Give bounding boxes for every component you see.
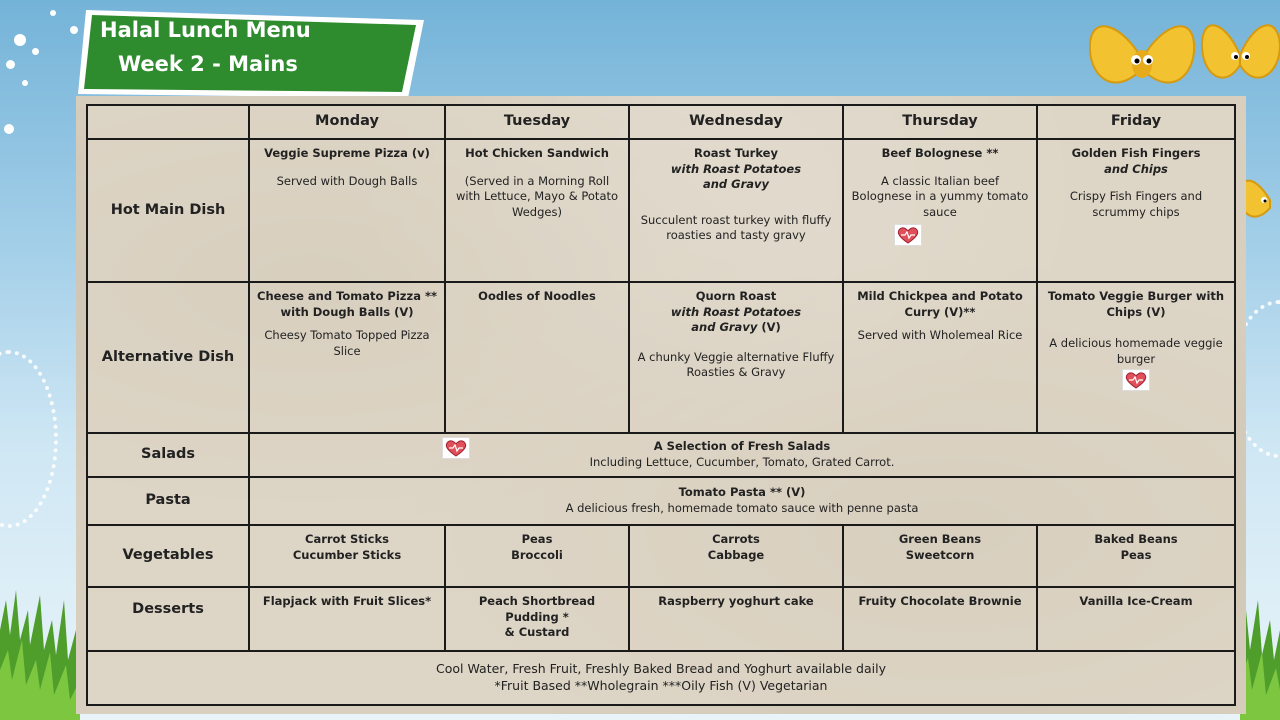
bubble-decoration bbox=[50, 10, 56, 16]
corner-cell bbox=[87, 105, 249, 139]
footer-daily-note: Cool Water, Fresh Fruit, Freshly Baked Bread and Yoghurt available daily bbox=[436, 661, 886, 677]
salads-description: Including Lettuce, Cucumber, Tomato, Grated Carrot. bbox=[589, 455, 895, 469]
vegetables-monday bbox=[249, 525, 445, 587]
vegetable-item: Baked Beans bbox=[1094, 532, 1178, 546]
vegetables-row bbox=[87, 525, 1235, 587]
dish-name: Roast Turkey bbox=[694, 146, 778, 160]
alternative-friday bbox=[1037, 282, 1235, 433]
dish-name: Mild Chickpea and Potato Curry (V)** bbox=[857, 289, 1023, 319]
alternative-thursday bbox=[843, 282, 1037, 433]
header-row bbox=[87, 105, 1235, 139]
dish-name: Beef Bolognese ** bbox=[881, 146, 999, 160]
dish-side: with Roast Potatoes bbox=[670, 304, 802, 319]
vegetables-thursday bbox=[843, 525, 1037, 587]
dish-description: Cheesy Tomato Topped Pizza Slice bbox=[264, 328, 430, 358]
pasta-bow-icon bbox=[1200, 10, 1280, 100]
dessert-wednesday: Raspberry yoghurt cake bbox=[629, 587, 843, 651]
hot-main-thursday bbox=[843, 139, 1037, 282]
dessert-friday: Vanilla Ice-Cream bbox=[1037, 587, 1235, 651]
dish-description: Crispy Fish Fingers and scrummy chips bbox=[1069, 189, 1203, 219]
vegetable-item: Broccoli bbox=[511, 547, 563, 562]
dish-description: A chunky Veggie alternative Fluffy Roasties & Gravy bbox=[637, 349, 835, 380]
dish-name: Cheese and Tomato Pizza ** bbox=[257, 289, 437, 303]
hot-main-wednesday bbox=[629, 139, 843, 282]
pasta-bow-icon bbox=[1082, 14, 1202, 104]
bubble-decoration bbox=[14, 34, 26, 46]
bubble-decoration bbox=[32, 48, 39, 55]
dessert-monday: Flapjack with Fruit Slices* bbox=[249, 587, 445, 651]
salads-cell bbox=[249, 433, 1235, 477]
vegetable-item: Carrots bbox=[712, 532, 760, 546]
row-label-hot-main: Hot Main Dish bbox=[87, 139, 249, 282]
dish-name: Tomato Veggie Burger with Chips (V) bbox=[1047, 289, 1225, 319]
dotted-arc-decoration bbox=[0, 350, 58, 528]
vegetable-item: Cucumber Sticks bbox=[292, 547, 402, 562]
desserts-row bbox=[87, 587, 1235, 651]
dessert-tuesday bbox=[445, 587, 629, 651]
vegetables-friday bbox=[1037, 525, 1235, 587]
vegetable-item: Sweetcorn bbox=[905, 547, 975, 562]
dish-description: A classic Italian beef Bolognese in a yummy tomato sauce bbox=[851, 173, 1029, 219]
bubble-decoration bbox=[4, 124, 14, 134]
bubble-decoration bbox=[22, 80, 28, 86]
row-label-desserts: Desserts bbox=[87, 587, 249, 651]
salads-title: A Selection of Fresh Salads bbox=[653, 439, 831, 454]
footer-cell bbox=[87, 651, 1235, 705]
alternative-tuesday bbox=[445, 282, 629, 433]
hot-main-friday bbox=[1037, 139, 1235, 282]
day-header-tuesday: Tuesday bbox=[445, 105, 629, 139]
dish-description: Served with Wholemeal Rice bbox=[857, 328, 1023, 343]
dish-side: and Gravy bbox=[691, 320, 758, 335]
grass-left-decoration bbox=[0, 540, 80, 720]
vegetable-item: Carrot Sticks bbox=[305, 532, 389, 546]
dish-name: Oodles of Noodles bbox=[478, 289, 596, 303]
alternative-monday bbox=[249, 282, 445, 433]
vegetarian-tag: (V) bbox=[757, 320, 781, 335]
dish-name: Quorn Roast bbox=[695, 289, 777, 303]
row-label-pasta: Pasta bbox=[87, 477, 249, 525]
bubble-decoration bbox=[6, 60, 15, 69]
heart-health-icon bbox=[894, 224, 922, 246]
menu-board bbox=[76, 96, 1246, 714]
dish-description: Succulent roast turkey with fluffy roasties and tasty gravy bbox=[640, 212, 832, 243]
pasta-title: Tomato Pasta ** (V) bbox=[678, 485, 806, 500]
menu-subtitle: Week 2 - Mains bbox=[118, 52, 298, 76]
day-header-thursday: Thursday bbox=[843, 105, 1037, 139]
salads-row bbox=[87, 433, 1235, 477]
vegetable-item: Cabbage bbox=[707, 547, 765, 562]
vegetable-item: Green Beans bbox=[898, 532, 982, 546]
vegetable-item: Peas bbox=[1120, 547, 1152, 562]
title-banner bbox=[78, 6, 424, 98]
pasta-row bbox=[87, 477, 1235, 525]
dish-side: with Dough Balls (V) bbox=[280, 304, 414, 319]
pasta-description: A delicious fresh, homemade tomato sauce with penne pasta bbox=[565, 501, 919, 515]
dessert-name: Peach Shortbread Pudding * bbox=[478, 594, 596, 624]
dish-description: (Served in a Morning Roll with Lettuce, Mayo & Potato Wedges) bbox=[455, 173, 619, 219]
dish-name: Golden Fish Fingers bbox=[1071, 146, 1201, 160]
pasta-bow-icon bbox=[1240, 170, 1280, 230]
vegetables-wednesday bbox=[629, 525, 843, 587]
footer-row bbox=[87, 651, 1235, 705]
footer-legend: *Fruit Based **Wholegrain ***Oily Fish (V) Vegetarian bbox=[494, 678, 828, 693]
dish-name: Veggie Supreme Pizza (v) bbox=[264, 146, 430, 160]
dessert-thursday: Fruity Chocolate Brownie bbox=[843, 587, 1037, 651]
row-label-salads: Salads bbox=[87, 433, 249, 477]
row-label-alternative: Alternative Dish bbox=[87, 282, 249, 433]
dish-description: A delicious homemade veggie burger bbox=[1049, 336, 1223, 366]
dish-side: and Gravy bbox=[702, 177, 770, 192]
vegetable-item: Peas bbox=[521, 532, 553, 546]
day-header-wednesday: Wednesday bbox=[629, 105, 843, 139]
grass-right-decoration bbox=[1240, 540, 1280, 720]
hot-main-monday bbox=[249, 139, 445, 282]
alternative-wednesday bbox=[629, 282, 843, 433]
alternative-row bbox=[87, 282, 1235, 433]
heart-health-icon bbox=[442, 437, 470, 459]
heart-health-icon bbox=[1122, 369, 1150, 391]
hot-main-row bbox=[87, 139, 1235, 282]
dessert-side: & Custard bbox=[504, 625, 570, 640]
bubble-decoration bbox=[70, 26, 78, 34]
day-header-friday: Friday bbox=[1037, 105, 1235, 139]
dish-side: with Roast Potatoes bbox=[670, 161, 802, 176]
menu-title: Halal Lunch Menu bbox=[100, 18, 311, 42]
vegetables-tuesday bbox=[445, 525, 629, 587]
hot-main-tuesday bbox=[445, 139, 629, 282]
dish-side: and Chips bbox=[1104, 161, 1168, 176]
pasta-cell bbox=[249, 477, 1235, 525]
day-header-monday: Monday bbox=[249, 105, 445, 139]
dish-name: Hot Chicken Sandwich bbox=[465, 146, 609, 160]
row-label-vegetables: Vegetables bbox=[87, 525, 249, 587]
menu-table bbox=[86, 104, 1236, 706]
dish-description: Served with Dough Balls bbox=[276, 173, 418, 188]
